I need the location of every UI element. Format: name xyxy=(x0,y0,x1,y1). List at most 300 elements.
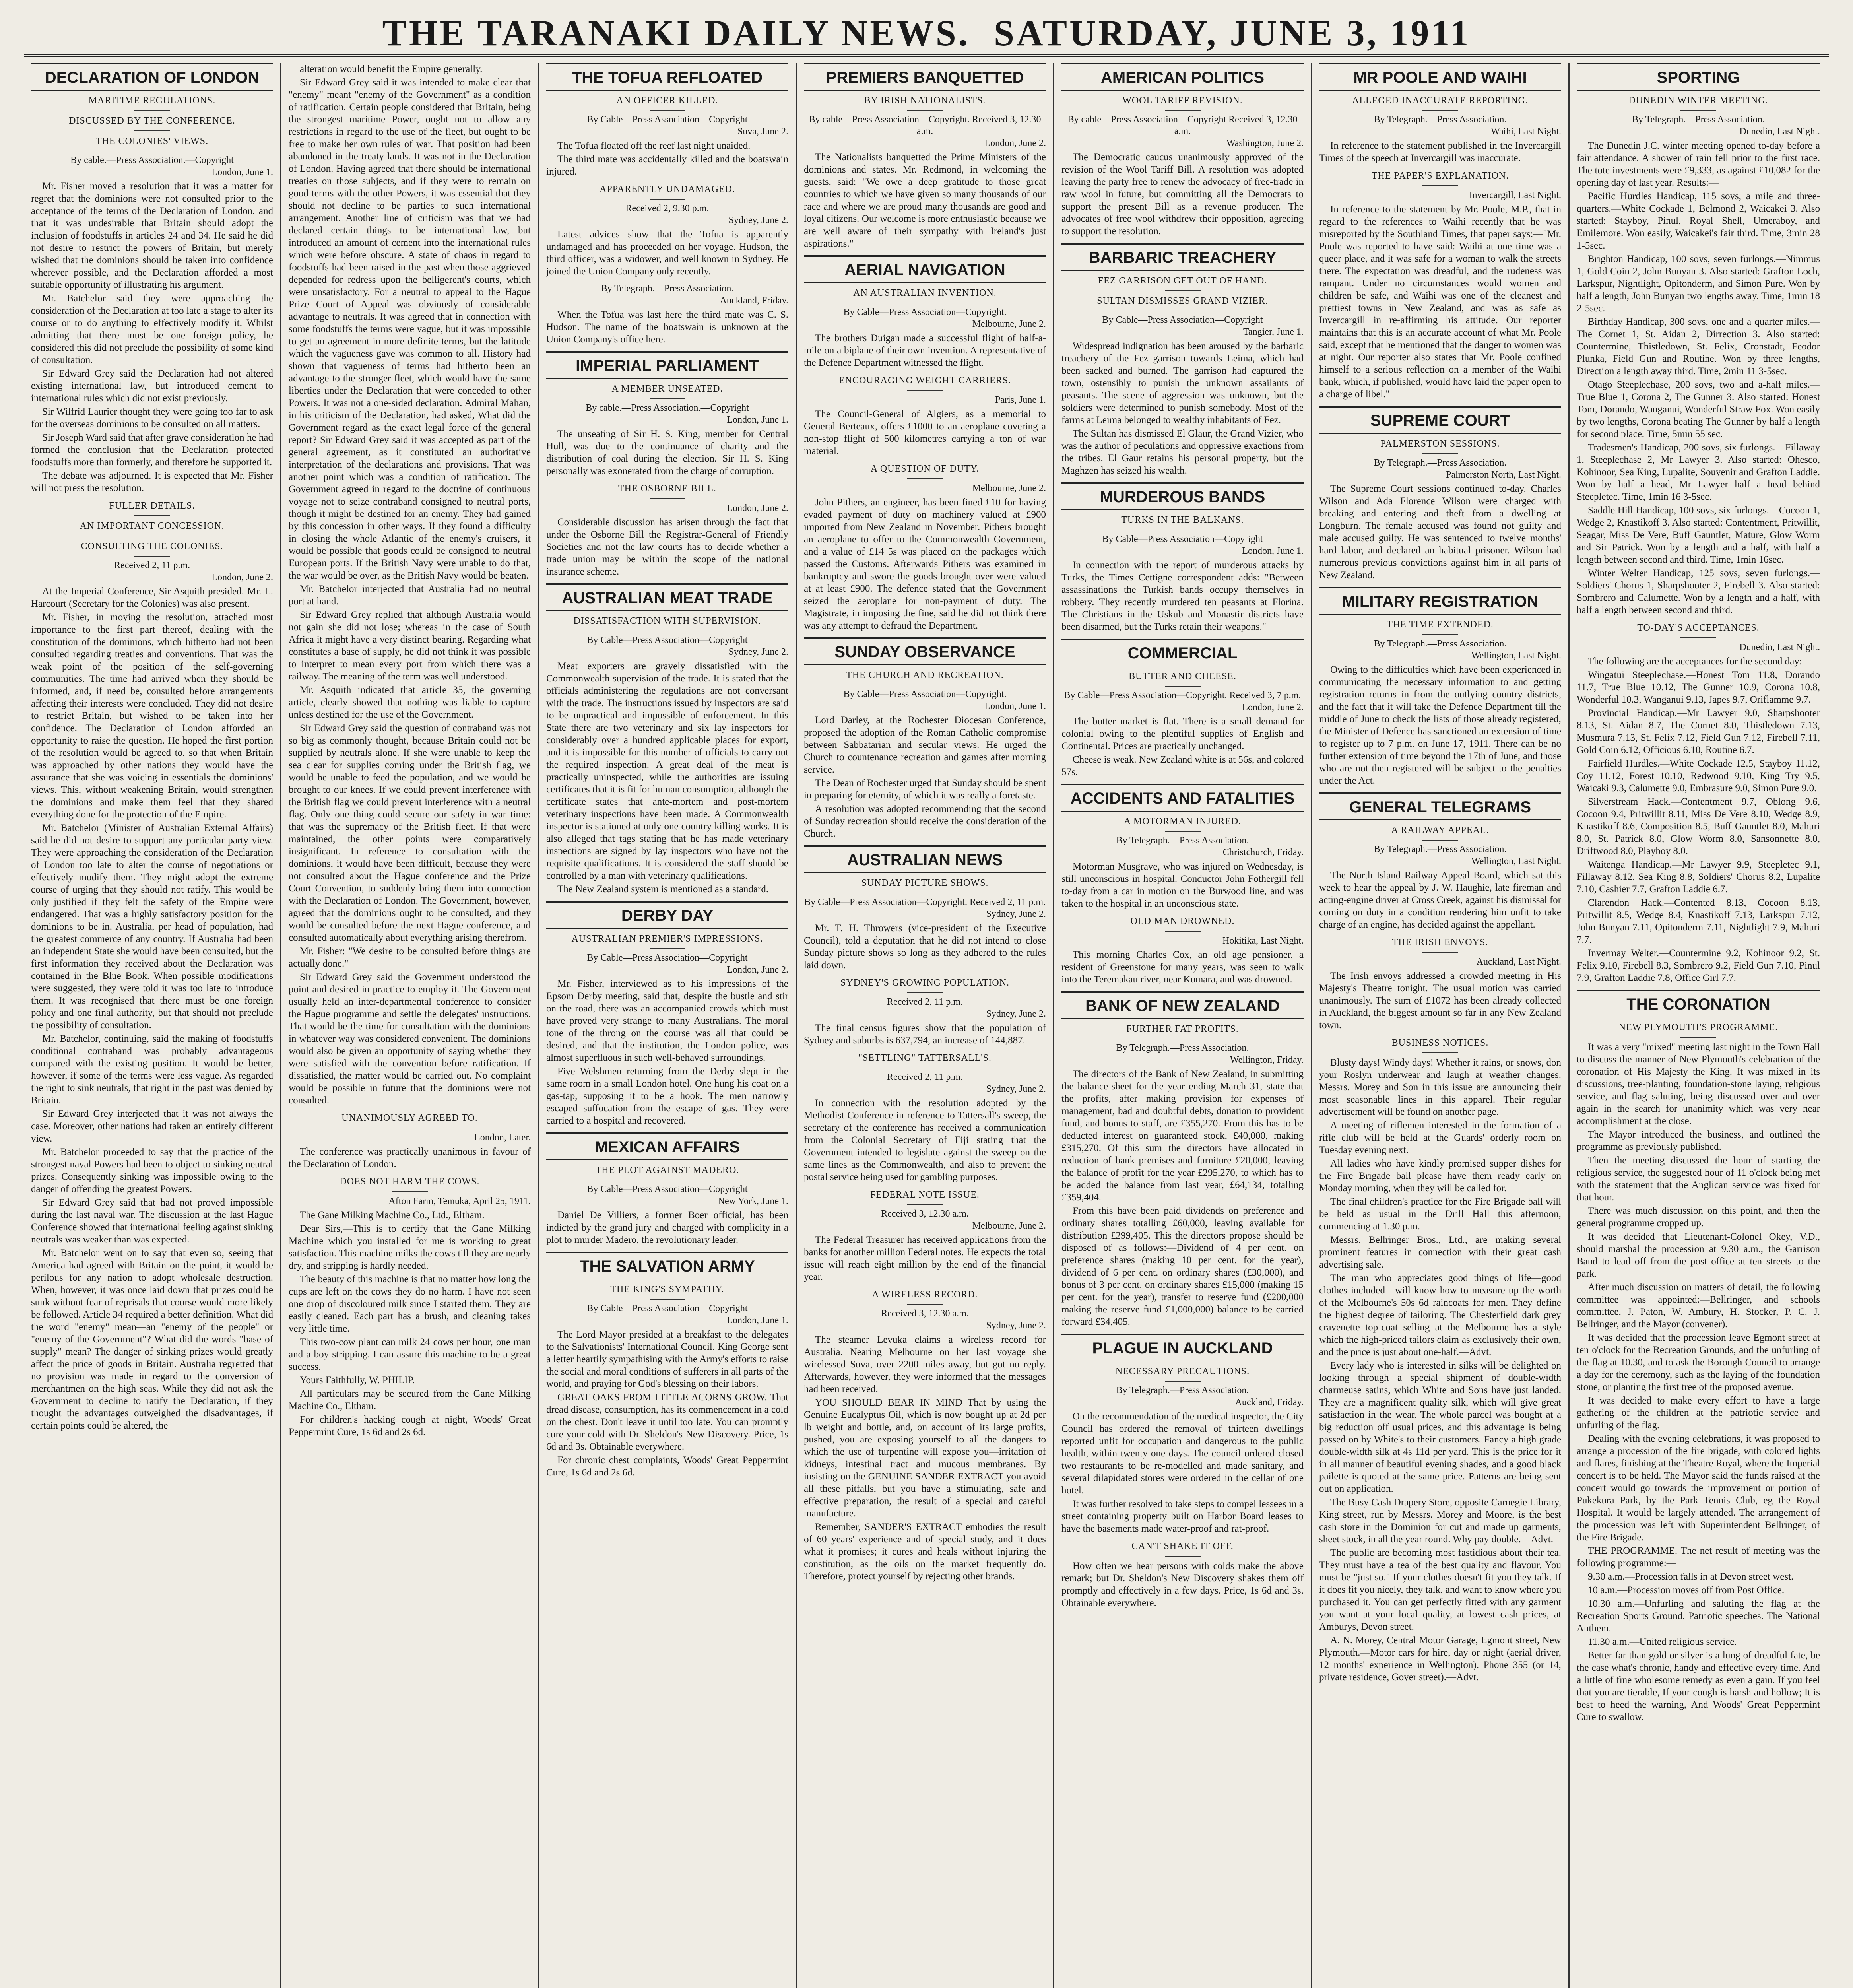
article-paragraph: Owing to the difficulties which have been experienced in communicating the necessary information to and getting registration returns in from the outlying country districts, and the fact that it will take the Defence Department till the middle of June to check the lists of those already registered, the Minister of Defence has sanctioned an extension of time to register up to 7 p.m. on June 17, 1911. There can be no further extension of time beyond the 17th of June, and those who are not then registered will be subject to the penalties under the Act. xyxy=(1319,664,1561,786)
article-subheading: FEDERAL NOTE ISSUE. xyxy=(870,1190,980,1200)
article-headline: SUNDAY OBSERVANCE xyxy=(804,637,1046,665)
article-paragraph: Provincial Handicap.—Mr Lawyer 9.0, Sharpshooter 8.13, St. Aidan 8.7, The Cornet 8.0, Thistledown 7.13, Musmura 7.13, St. Felix 7.12, Field Gun 7.12, Firebell 7.11, Gold Coin 6.12, Officious 6.10, Routine 6.7. xyxy=(1577,708,1820,755)
article-paragraph: All ladies who have kindly promised supper dishes for the Fire Brigade ball please have them ready early on Monday morning, when they will be called for. xyxy=(1319,1158,1561,1194)
masthead xyxy=(24,7,1829,57)
rule-divider xyxy=(650,498,685,499)
article-dateline: Auckland, Friday. xyxy=(1235,1397,1304,1408)
article-subheading: FEZ GARRISON GET OUT OF HAND. xyxy=(1098,276,1267,286)
article-paragraph: It was a very "mixed" meeting last night in the Town Hall to discuss the manner of New Plymouth's celebration of the coronation of His Majesty the King. It was mixed in its discussions, tree-planting, foundation-stone laying, religious service, and flag saluting, being discussed over and over again in the search for unanimity which was very near accomplishment at the close. xyxy=(1577,1042,1820,1126)
article-dateline: Christchurch, Friday. xyxy=(1222,847,1304,858)
article-paragraph: Messrs. Bellringer Bros., Ltd., are making several prominent features in connection with their great cash advertising sale. xyxy=(1319,1235,1561,1270)
article-subheading: ENCOURAGING WEIGHT CARRIERS. xyxy=(838,375,1011,386)
article-paragraph: In connection with the resolution adopted by the Methodist Conference in reference to Tattersall's sweep, the secretary of the conference has received a communication from the Colonial Secretary of Fiji stating that the Government intended to legislate against the sweep on the same lines as the Commonwealth, and also to prevent the postal service being used for gambling purposes. xyxy=(804,1098,1046,1182)
article-subheading: THE CHURCH AND RECREATION. xyxy=(846,670,1004,680)
article-paragraph: Mr. T. H. Throwers (vice-president of the Executive Council), told a deputation that he did not intend to close Sunday picture shows so long as they adhered to the rules laid down. xyxy=(804,923,1046,971)
article xyxy=(546,1252,788,1479)
article-paragraph: Sir Joseph Ward said that after grave consideration he had formed the conclusion that the Declaration protected foodstuffs more than formerly, and therefore he supported it. xyxy=(31,432,273,468)
column-6 xyxy=(1312,63,1570,1988)
article-subheading: NECESSARY PRECAUTIONS. xyxy=(1115,1366,1250,1376)
article-subheading: THE KING'S SYMPATHY. xyxy=(610,1284,724,1295)
article-headline: MILITARY REGISTRATION xyxy=(1319,587,1561,615)
article-subheading: THE PAPER'S EXPLANATION. xyxy=(1371,171,1509,181)
article-paragraph: Mr. Batchelor proceeded to say that the practice of the strongest naval Powers had been to object to sinking neutral prizes. Consequently sinking was impossible owing to the danger of offending the greatest Powers. xyxy=(31,1147,273,1194)
rule-divider xyxy=(1422,952,1458,953)
article-subheading: PALMERSTON SESSIONS. xyxy=(1380,439,1500,449)
article-credit: By Telegraph.—Press Association. xyxy=(1374,458,1507,468)
article xyxy=(546,283,788,346)
rule-divider xyxy=(1422,453,1458,454)
article-credit: By cable.—Press Association.—Copyright xyxy=(70,155,234,165)
article-dateline: Paris, June 1. xyxy=(995,395,1046,405)
article-paragraph: The Gane Milking Machine Co., Ltd., Eltham. xyxy=(300,1210,485,1221)
article-paragraph: The beauty of this machine is that no matter how long the cups are left on the cows they do no harm. I have not seen one drop of discoloured milk since I started them. They are easily cleaned. Each part has a brush, and cleaning takes very little time. xyxy=(289,1274,531,1334)
article-paragraph: At the Imperial Conference, Sir Asquith presided. Mr. L. Harcourt (Secretary for the Colonies) was also present. xyxy=(31,586,273,609)
article-subheading: SULTAN DISMISSES GRAND VIZIER. xyxy=(1097,296,1268,306)
article-subheading: A RAILWAY APPEAL. xyxy=(1391,825,1489,835)
article-paragraph: The Irish envoys addressed a crowded meeting in His Majesty's Theatre tonight. The usual motion was carried unanimously. The sum of £1072 has been already collected in Auckland, the biggest amount so far in any New Zealand town. xyxy=(1319,971,1561,1031)
article-paragraph: 11.30 a.m.—United religious service. xyxy=(1588,1637,1737,1647)
article-subheading: THE PLOT AGAINST MADERO. xyxy=(595,1165,739,1175)
article xyxy=(1319,63,1561,164)
article-paragraph: Mr. Batchelor (Minister of Australian External Affairs) said he did not desire to support any particular party view. They were approaching the consideration of the Declaration of London too late to alter the course of negotiations or effectively modify them. They might adopt the extreme course of urging that they should not ratify. This would be only justified if they felt the safety of the Empire were endangered. That was a highly satisfactory position for the dominions to be in. Australia, per head of population, had the greatest commerce of any country. If Australia had been an independent State she would have been consulted, but the first information they received about the Declaration was contained in the Blue Book. When possible modifications were suggested, they were told it was too late to introduce them. It was recognised that there must be one foreign policy and one final authority, but that should not preclude the possibility of consultation. xyxy=(31,823,273,1031)
article-subheading: BY IRISH NATIONALISTS. xyxy=(864,95,986,106)
article-headline: PREMIERS BANQUETTED xyxy=(804,63,1046,91)
article-paragraph: Considerable discussion has arisen through the fact that under the Osborne Bill the Registrar-General of Friendly Societies and not the law courts has to decide whether a trade union may be within the scope of the national insurance scheme. xyxy=(546,517,788,577)
article-paragraph: The following are the acceptances for the second day:— xyxy=(1588,656,1812,667)
article-paragraph: Mr. Asquith indicated that article 35, the governing article, clearly showed that nothing was liable to capture unless destined for the use of the Government. xyxy=(289,685,531,720)
article xyxy=(1061,482,1304,633)
article-paragraph: Cheese is weak. New Zealand white is at 56s, and colored 57s. xyxy=(1061,754,1304,777)
article-subheading: FURTHER FAT PROFITS. xyxy=(1126,1024,1239,1034)
article-paragraph: Clarendon Hack.—Contented 8.13, Cocoon 8.13, Pritwillit 8.5, Wedge 8.4, Knastikoff 7.13, Larkspur 7.12, John Bunyan 7.11, Opitonderm 7.11, Nightlight 7.9, Mahuri 7.7. xyxy=(1577,897,1820,945)
article-dateline: Hokitika, Last Night. xyxy=(1222,936,1304,946)
article-paragraph: For children's hacking cough at night, Woods' Great Peppermint Cure, 1s 6d and 2s 6d. xyxy=(289,1414,531,1437)
article-subheading: A MOTORMAN INJURED. xyxy=(1123,816,1242,827)
article-headline: DECLARATION OF LONDON xyxy=(31,63,273,91)
rule-divider xyxy=(1165,1556,1201,1557)
article-paragraph: Mr. Fisher: "We desire to be consulted before things are actually done." xyxy=(289,946,531,969)
rule-divider xyxy=(907,992,943,993)
column-4 xyxy=(797,63,1054,1988)
article-paragraph: In connection with the report of murderous attacks by Turks, the Times Cettigne correspondent adds: "Between assassinations the Turkish bands occupy themselves in robbery. They recently murdered ten peasants at Florina. The Christians in the Uskub and Monastir districts have been disarmed, but the Turks retain their weapons." xyxy=(1061,560,1304,632)
rule-divider xyxy=(907,390,943,391)
article-credit: By Telegraph.—Press Association. xyxy=(601,283,734,294)
article-dateline: London, June 2. xyxy=(211,572,273,582)
article-paragraph: Brighton Handicap, 100 sovs, seven furlongs.—Nimmus 1, Gold Coin 2, John Bunyan 3. Also started: Grafton Loch, Larkspur, Nightlight, Opitonderm, and Simon Pure. Won by half a length, John Bunyan two lengths away. Time, 1min 18 2-5sec. xyxy=(1577,254,1820,314)
article xyxy=(804,977,1046,1046)
article-paragraph: Blusty days! Windy days! Whether it rains, or snows, don your Roslyn underwear and laugh at weather changes. Messrs. Morey and Son in this issue are announcing their most seasonable lines in this apparel. Their regular advertisement will be found on another page. xyxy=(1319,1057,1561,1117)
article xyxy=(804,63,1046,250)
rule-divider xyxy=(1422,634,1458,635)
article xyxy=(804,1289,1046,1582)
article-subheading: THE IRISH ENVOYS. xyxy=(1392,937,1488,947)
article-paragraph: Sir Edward Grey said it was intended to make clear that "enemy" meant "enemy of the Government" as a condition of ratification. Certain people considered that Britain, being the strongest maritime Power, ought not to allow any restrictions in regard to the use of the fleet, but ought to be free to make her own rules of war. That position had been abandoned in the treaty lands. It was not in the Declaration of London. Having agreed that there should be international treaties on those subjects, and if they were to remain on good terms with the other Powers, it was essential that they should not decline to be parties to such international arrangement. Another line of criticism was that we had declared certain things to be international law, but introduced an amount of cement into the international rules which were before obscure. A state of chaos in regard to foodstuffs had been raised in the past when those aggrieved depended for redress upon the belligerent's courts, which were unsatisfactory. For a neutral to appeal to the Hague Prize Court of Appeal was obviously of considerable advantage to neutrals. It was agreed that in connection with some foodstuffs the terms were vague, but it was impossible to get an agreement in more definite terms, but the latitude which the vagueness gave was common to all. History had shown that vagueness of terms had hitherto been an advantage to the stronger fleet, which would have the same liberties under the Declaration that were conceded to other Powers. It was not a one-sided declaration. Admiral Mahan, in his criticism of the Declaration, had asked, What did the Government regard as the exact legal force of the general report? Sir Edward Grey said it was accepted as part of the general agreement, as it constituted an authoritative interpretation of the declarations and provisions. That was another point which was a condition of ratification. The Government agreed in regard to the doctrine of continuous voyage not to seize contraband consigned to neutral ports, though it might be destined for an enemy. They had gained by this concession in other ways. If they found a difficulty in closing the whole Atlantic of the enemy's cruisers, it would be possible that goods could be consigned to neutral European ports. If the British Navy were unable to do that, the war would be over, as the British Navy would be beaten. xyxy=(289,77,531,581)
article-subheading: AN IMPORTANT CONCESSION. xyxy=(80,521,225,531)
article-headline: ACCIDENTS AND FATALITIES xyxy=(1061,784,1304,812)
article-paragraph: The Sultan has dismissed El Glaur, the Grand Vizier, who was the author of peculations and oppressive exactions from the tribes. El Gaur retains his personal property, but the Maghzen has seized his wealth. xyxy=(1061,428,1304,476)
article-paragraph: Yours Faithfully, W. PHILIP. xyxy=(300,1375,415,1386)
article-headline: COMMERCIAL xyxy=(1061,639,1304,666)
article-subheading: A QUESTION OF DUTY. xyxy=(870,464,980,474)
article-credit: By Cable—Press Association—Copyright xyxy=(587,1184,748,1194)
columns xyxy=(24,63,1829,1988)
article-headline: SUPREME COURT xyxy=(1319,406,1561,434)
article-dateline: Tangier, June 1. xyxy=(1243,327,1304,337)
rule-divider xyxy=(1165,290,1201,291)
article-paragraph: The unseating of Sir H. S. King, member for Central Hull, was due to the continuance of charity and the distribution of coal during the election. Sir H. S. King personally was exonerated from the charge of corruption. xyxy=(546,429,788,476)
rule-divider xyxy=(1165,110,1201,111)
article xyxy=(1577,990,1820,1723)
article-credit: By cable.—Press Association.—Copyright xyxy=(586,403,749,413)
article-paragraph: The Dean of Rochester urged that Sunday should be spent in preparing for eternity, of which it was really a foretaste. xyxy=(804,778,1046,801)
article-credit: By Cable—Press Association—Copyright. xyxy=(843,307,1007,317)
rule-divider xyxy=(1422,840,1458,841)
article-paragraph: Mr. Fisher moved a resolution that it was a matter for regret that the dominions were not consulted prior to the acceptance of the terms of the Declaration of London, and that it was undesirable that Britain should adopt the inclusion of foodstuffs in articles 24 and 34. He said he did not desire to restrict the powers of Britain, but merely wished that the dominions should be taken into confidence wherever possible, and the Declaration afforded a most suitable opportunity of illustrating his argument. xyxy=(31,181,273,290)
article-paragraph: Mr. Fisher, in moving the resolution, attached most importance to the first part thereof, dealing with the constitution of the dominions, which hitherto had not been consulted regarding treaties and conventions. That was the weak point of the position of the self-governing communities. The time had arrived when they should be informed, and, if need be, consulted before arrangements affecting their interests were concluded. They did not desire to restrict Britain, but wished to be taken into her confidence. The Declaration of London afforded an opportunity to raise the question. He hoped the first portion of the resolution would be agreed to, so that when Britain was approached by other nations they would have the assurance that she was voicing in essentials the dominions' views. This, without weakening Britain, would strengthen the dominions and make them feel that they shared everything done for the protection of the Empire. xyxy=(31,612,273,820)
article-dateline: London, June 1. xyxy=(727,1315,788,1326)
article-headline: MURDEROUS BANDS xyxy=(1061,482,1304,510)
article-dateline: London, June 2. xyxy=(727,965,788,975)
article-paragraph: The Lord Mayor presided at a breakfast to the delegates to the Salvationists' International Council. King George sent a letter heartily sympathising with the Army's efforts to raise the social and moral conditions of sufferers in all parts of the world, and praying for God's blessing on their labors. xyxy=(546,1329,788,1389)
article-dateline: Wellington, Friday. xyxy=(1230,1055,1304,1065)
article-paragraph: Remember, SANDER'S EXTRACT embodies the result of 60 years' experience and of special study, and it does what it promises; it cures and heals without injuring the constitution, as the oils on the market frequently do. Therefore, protect yourself by rejecting other brands. xyxy=(804,1522,1046,1582)
article-paragraph: The third mate was accidentally killed and the boatswain injured. xyxy=(546,154,788,177)
article xyxy=(546,583,788,895)
article-dateline: Sydney, June 2. xyxy=(986,1009,1046,1019)
article-credit: Received 3, 12.30 a.m. xyxy=(881,1309,969,1319)
article-paragraph: YOU SHOULD BEAR IN MIND That by using the Genuine Eucalyptus Oil, which is now bought up at 2d per lb weight and bottle, and, on account of its large profits, pushed, you are exposing yourself to all the dangers to which the use of turpentine will expose you—irritation of kidneys, intestinal tract and mucous membranes. By insisting on the GENUINE SANDER EXTRACT you avoid all these pitfalls, but you have a stimulating, safe and effective preparation, the result of a special and careful manufacture. xyxy=(804,1397,1046,1519)
article-headline: THE SALVATION ARMY xyxy=(546,1252,788,1279)
article-paragraph: Sir Edward Grey said that had not proved impossible during the last naval war. The discussion at the last Hague Conference showed that international feeling against sinking neutrals was weaker than was expected. xyxy=(31,1197,273,1245)
column-2 xyxy=(281,63,539,1988)
article-dateline: Sydney, June 2. xyxy=(986,909,1046,919)
article-paragraph: Pacific Hurdles Handicap, 115 sovs, a mile and three-quarters.—White Cockade 1, Belmond 2, Waicakei 3. Also started: Stayboy, Pinul, Royal Shell, Umeraboy, and Emilemore. Won easily, Waicakei's fair third. Time, 3min 28 1-5sec. xyxy=(1577,191,1820,251)
article-paragraph: Dealing with the evening celebrations, it was proposed to arrange a procession of the fire brigade, with colored lights and flares, finishing at the Theatre Royal, where the Imperial concert is to be held. The Mayor said the funds raised at the concert would go towards the improvement or portion of Pukekura Park, by the Park Tennis Club, eg the Royal Hospital. It would be largely attended. The arrangement of the procession was left with Superintendent Bellringer, of the Fire Brigade. xyxy=(1577,1433,1820,1543)
article-dateline: London, June 1. xyxy=(211,167,273,177)
article xyxy=(546,183,788,278)
article-subheading: CONSULTING THE COLONIES. xyxy=(81,541,223,551)
article-dateline: Melbourne, June 2. xyxy=(972,483,1046,493)
article-headline: GENERAL TELEGRAMS xyxy=(1319,792,1561,820)
article-headline: BARBARIC TREACHERY xyxy=(1061,243,1304,271)
article-credit: By Cable—Press Association—Copyright xyxy=(1102,315,1263,325)
column-5 xyxy=(1054,63,1312,1988)
article xyxy=(1319,170,1561,400)
article-paragraph: A meeting of riflemen interested in the formation of a rifle club will be held at the Guards' orderly room on Tuesday evening next. xyxy=(1319,1120,1561,1155)
article-paragraph: It was further resolved to take steps to compel lessees in a street containing property built on Harbor Board leases to have the basements made water-proof and rat-proof. xyxy=(1061,1499,1304,1534)
article-dateline: Melbourne, June 2. xyxy=(972,1221,1046,1231)
article-subheading: BUSINESS NOTICES. xyxy=(1391,1038,1489,1048)
masthead-date: SATURDAY, JUNE 3, 1911 xyxy=(993,13,1471,53)
article-credit: By Cable—Press Association—Copyright xyxy=(1102,534,1263,544)
article xyxy=(289,1176,531,1438)
article-credit: Received 2, 11 p.m. xyxy=(887,997,963,1007)
article-headline: THE TOFUA REFLOATED xyxy=(546,63,788,91)
article-credit: By cable—Press Association—Copyright. Received 3, 12.30 a.m. xyxy=(809,115,1041,136)
rule-divider xyxy=(907,478,943,479)
article xyxy=(546,63,788,178)
article xyxy=(1319,587,1561,787)
article xyxy=(804,1052,1046,1183)
rule-divider xyxy=(1165,686,1201,687)
rule-divider xyxy=(134,110,170,111)
rule-divider xyxy=(1165,931,1201,932)
article-subheading: UNANIMOUSLY AGREED TO. xyxy=(341,1113,478,1123)
article-headline: AUSTRALIAN NEWS xyxy=(804,845,1046,873)
article-subheading: SUNDAY PICTURE SHOWS. xyxy=(861,878,989,888)
masthead-title: THE TARANAKI DAILY NEWS. xyxy=(382,13,970,53)
article-paragraph: When the Tofua was last here the third mate was C. S. Hudson. The name of the boatswain is unknown at the Union Company's office here. xyxy=(546,309,788,345)
article xyxy=(31,500,273,1432)
article-subheading: WOOL TARIFF REVISION. xyxy=(1122,95,1243,106)
article-paragraph: Widespread indignation has been aroused by the barbaric treachery of the Fez garrison towards Leima, which had been sacked and burned. The garrison had captured the town, ostensibly to punish the unknown assailants of peasants. The scene of aggression was unknown, but the soldiers were determined to punish somebody. Most of the farms at Leima belonged to wealthy inhabitants of Fez. xyxy=(1061,341,1304,425)
rule-divider xyxy=(134,515,170,516)
article-paragraph: Winter Welter Handicap, 125 sovs, seven furlongs.—Soldiers' Chorus 1, Sharpshooter 2, Firebell 3. Also started: Sombrero and Calumette. Won by a length and a half, with half a length between second and third. xyxy=(1577,568,1820,615)
article xyxy=(1319,406,1561,581)
article-paragraph: It was decided to make every effort to have a large gathering of the children at the patriotic service and unfurling of the flag. xyxy=(1577,1395,1820,1431)
rule-divider xyxy=(650,398,685,399)
article-subheading: A WIRELESS RECORD. xyxy=(872,1289,978,1300)
rule-divider xyxy=(907,110,943,111)
article-paragraph: A resolution was adopted recommending that the second of Sunday recreation should receive the consideration of the Church. xyxy=(804,804,1046,839)
article xyxy=(804,463,1046,632)
article-subheading: DISSATISFACTION WITH SUPERVISION. xyxy=(573,616,761,626)
article-paragraph: The final children's practice for the Fire Brigade ball will be held as usual in the Drill Hall this afternoon, commencing at 1.30 p.m. xyxy=(1319,1196,1561,1232)
article-dateline: Washington, June 2. xyxy=(1226,138,1304,148)
article-dateline: Afton Farm, Temuka, April 25, 1911. xyxy=(388,1196,531,1206)
article-subheading: SYDNEY'S GROWING POPULATION. xyxy=(840,978,1009,988)
article-headline: DERBY DAY xyxy=(546,901,788,929)
rule-divider xyxy=(392,1191,428,1192)
article-headline: BANK OF NEW ZEALAND xyxy=(1061,991,1304,1019)
article-paragraph: From this have been paid dividends on preference and ordinary shares totalling £60,000, leaving available for distribution £299,405. This the directors propose should be disposed of as follows:—Dividend of 4 per cent. on preference shares (making 10 per cent. for the year), dividend of 6 per cent. on ordinary shares (£30,000), and bonus of 3 per cent. on ordinary shares £15,000 (making 15 per cent. for the year), transfer to reserve fund (£200,000 making the reserve fund £1,000,000) balance to be carried forward £34,405. xyxy=(1061,1206,1304,1327)
article-credit: By Cable—Press Association—Copyright. xyxy=(843,689,1007,699)
article-headline: AUSTRALIAN MEAT TRADE xyxy=(546,583,788,611)
article xyxy=(546,351,788,477)
article-paragraph: The brothers Duigan made a successful flight of half-a-mile on a biplane of their own invention. A representative of the Defence Department witnessed the flight. xyxy=(804,333,1046,368)
article-paragraph: The man who appreciates good things of life—good clothes included—will know how to measure up the worth of the Melbourne's 50s 6d raincoats for men. They define the highest degree of tailoring. The Chesterfield dark grey cravenette top-coat selling at the Melbourne has a style which the high-priced tailors claim as exclusively their own, and the price is just about one-half.—Advt. xyxy=(1319,1273,1561,1357)
article-paragraph: Silverstream Hack.—Contentment 9.7, Oblong 9.6, Cocoon 9.4, Pritwillit 8.11, Miss De Vere 8.10, Wedge 8.9, Knastikoff 8.6, Composition 8.5, Buff Gauntlet 8.0, Mahuri 8.0, St. Patrick 8.0, Glow Worm 8.0, Sansonnette 8.0, Driftwood 8.0, Playboy 8.0. xyxy=(1577,796,1820,856)
article-dateline: London, June 2. xyxy=(1242,702,1304,712)
article-dateline: New York, June 1. xyxy=(718,1196,788,1206)
article-paragraph: Then the meeting discussed the hour of starting the religious service, the suggested hour of 11 o'clock being met with the statement that the Anglican service was fixed for that hour. xyxy=(1577,1155,1820,1203)
article-paragraph: Sir Wilfrid Laurier thought they were going too far to ask for the overseas dominions to be consulted on all matters. xyxy=(31,406,273,429)
article xyxy=(1319,1037,1561,1683)
article-credit: By Telegraph.—Press Association. xyxy=(1116,1385,1249,1396)
rule-divider xyxy=(134,130,170,131)
article-paragraph: THE PROGRAMME. The net result of meeting was the following programme:— xyxy=(1577,1545,1820,1569)
article-subheading: OLD MAN DROWNED. xyxy=(1130,916,1235,926)
article-paragraph: Five Welshmen returning from the Derby slept in the same room in a small London hotel. One hung his coat on a gas-tap, supposing it to be a hook. The men narrowly escaped suffocation from the escape of gas. They were carried to a hospital and recovered. xyxy=(546,1066,788,1126)
article-subheading: THE TIME EXTENDED. xyxy=(1387,619,1494,630)
article xyxy=(1061,1540,1304,1609)
article-paragraph: Sir Edward Grey said the Declaration had not altered existing international law, but introduced cement to international rules which did not exist previously. xyxy=(31,368,273,404)
article-credit: By cable—Press Association—Copyright Received 3, 12.30 a.m. xyxy=(1067,115,1298,136)
column-7 xyxy=(1570,63,1827,1988)
article xyxy=(804,637,1046,840)
article xyxy=(546,483,788,578)
article-paragraph: The Dunedin J.C. winter meeting opened to-day before a fair attendance. A shower of rain fell prior to the first race. The tote investments were £9,333, as against £10,082 for the opening day of last year. Results:— xyxy=(1577,140,1820,188)
article-paragraph: Mr. Batchelor said they were approaching the consideration of the Declaration at too late a stage to alter its course or to do anything to effectively modify it. Whilst admitting that there must be one foreign policy, he considered this did not preclude the possibility of some kind of consultation. xyxy=(31,293,273,365)
article-paragraph: Sir Edward Grey said the question of contraband was not so big as commonly thought, because Britain could not be supplied by neutrals alone. If she were unable to keep the sea clear for supplies coming under the British flag, we would be unable to feed the population, and we would be brought to our knees. If we could prevent interference with the British flag we could prevent interference with a neutral flag. Only one thing could secure our safety in war time: that was the supremacy of the British fleet. If that were maintained, the other points were comparatively insignificant. In reference to consultation with the dominions, it would have been difficult, because they were not consulted about the Hague conference and the Prize Court Convention, to suddenly bring them into connection with the Declaration of London. The Government, however, agreed that the dominions ought to be consulted, and they would be consulted before the next Hague conference, and consulted automatically about everything arising therefrom. xyxy=(289,723,531,943)
article-dateline: London, June 1. xyxy=(727,415,788,425)
article-paragraph: Dear Sirs,—This is to certify that the Gane Milking Machine which you installed for me is working to great satisfaction. This machine milks the cows till they are nearly dry, and stripping is hardly needed. xyxy=(289,1223,531,1271)
article-dateline: Sydney, June 2. xyxy=(986,1320,1046,1331)
article-subheading: DOES NOT HARM THE COWS. xyxy=(340,1176,480,1187)
article xyxy=(289,63,531,1107)
article-credit: Received 2, 11 p.m. xyxy=(114,560,190,571)
article-headline: IMPERIAL PARLIAMENT xyxy=(546,351,788,379)
article-paragraph: Wingatui Steeplechase.—Honest Tom 11.8, Dorando 11.7, True Blue 10.12, The Gunner 10.9, Corona 10.8, Wonderful 10.3, Wanganui 9.13, Japes 9.7, Oriflamme 9.7. xyxy=(1577,670,1820,705)
article-paragraph: Lord Darley, at the Rochester Diocesan Conference, proposed the adoption of the Roman Catholic compromise between Sabbatarian and secular views. He urged the Church to countenance recreation and games after morning service. xyxy=(804,715,1046,775)
rule-divider xyxy=(1422,1052,1458,1053)
article xyxy=(1061,639,1304,778)
rule-divider xyxy=(650,110,685,111)
column-1 xyxy=(24,63,281,1988)
article-paragraph: Tradesmen's Handicap, 200 sovs, six furlongs.—Fillaway 1, Steeplechase 2, Mr Lawyer 3. Also started: Ohesco, Kohinoor, Sea King, Lupalite, Souvenir and Grafton Laddie. Won by half a head, Mr Lawyer half a head behind Steepletec. Time, 1min 16 3-5sec. xyxy=(1577,442,1820,502)
article-headline: MEXICAN AFFAIRS xyxy=(546,1132,788,1160)
rule-divider xyxy=(650,199,685,200)
rule-divider xyxy=(1422,110,1458,111)
rule-divider xyxy=(650,1299,685,1300)
article-paragraph: John Pithers, an engineer, has been fined £10 for having evaded payment of duty on machinery valued at £900 imported from New Zealand in November. Pithers brought an aeroplane to offer to the Commonwealth Government, and a value of £14 5s was placed on the packages which passed the Customs. Afterwards Pithers was examined in bankruptcy and swore the goods brought over were valued at at least £900. The defence stated that the Government seized the aeroplane for non-payment of duty. The Magistrate, in imposing the fine, said he did not think there was any attempt to defraud the Department. xyxy=(804,497,1046,631)
article-paragraph: GREAT OAKS FROM LITTLE ACORNS GROW. That dread disease, consumption, has its commencement in a cold on the chest. Don't leave it until too late. You can promptly cure your cold with Dr. Sheldon's New Discovery. Price, 1s 6d and 3s. Obtainable everywhere. xyxy=(546,1392,788,1452)
article-credit: By Telegraph.—Press Association. xyxy=(1116,1043,1249,1053)
article-subheading: A MEMBER UNSEATED. xyxy=(611,384,723,394)
article-paragraph: The Mayor introduced the business, and outlined the programme as previously published. xyxy=(1577,1129,1820,1152)
article-paragraph: The public are becoming most fastidious about their tea. They must have a tea of the best quality and flavour. You must be "just so." If your clothes doesn't fit you they talk. If it does fit you nicely, they talk, and want to know where you purchased it. You can get perfectly fitted with any garment you want at your local quality, at lowest cash prices, at Amburys, Devon street. xyxy=(1319,1547,1561,1632)
article-dateline: Dunedin, Last Night. xyxy=(1739,126,1820,137)
article-subheading: AUSTRALIAN PREMIER'S IMPRESSIONS. xyxy=(571,934,763,944)
article-dateline: London, June 1. xyxy=(1242,546,1304,556)
rule-divider xyxy=(1165,1381,1201,1382)
article-credit: By Cable—Press Association—Copyright xyxy=(587,953,748,963)
article-paragraph: alteration would benefit the Empire generally. xyxy=(300,64,483,74)
rule-divider xyxy=(1422,185,1458,186)
article-paragraph: The Nationalists banquetted the Prime Ministers of the dominions and states. Mr. Redmond, in welcoming the guests, said: "We owe a deep gratitude to those great countries to which we have given so many thousands of our race and where we are proud many thousands are good and loyal citizens. Our welcome is more enthusiastic because we are well aware of their sympathy with Ireland's just aspirations." xyxy=(804,152,1046,249)
article-paragraph: A. N. Morey, Central Motor Garage, Egmont street, New Plymouth.—Motor cars for hire, day or night (aerial driver, 12 months' experience in Wellington). Phone 355 (or 14, private residence, Gover street).—Advt. xyxy=(1319,1635,1561,1683)
article-paragraph: Daniel De Villiers, a former Boer official, has been indicted by the grand jury and charged with complicity in a plot to murder Madero, the revolutionary leader. xyxy=(546,1210,788,1245)
article-dateline: Auckland, Last Night. xyxy=(1476,957,1561,967)
rule-divider xyxy=(134,556,170,557)
article-paragraph: Fairfield Hurdles.—White Cockade 12.5, Stayboy 11.12, Coy 11.12, Forest 10.10, Redwood 9.10, King Try 9.5, Waicaki 9.3, Calumette 9.0, Embrasure 9.0, Simon Pure 9.0. xyxy=(1577,758,1820,794)
article-paragraph: Mr. Batchelor, continuing, said the making of foodstuffs conditional contraband was probably advantageous compared with the existing position. It would be better, however, if some of the terms were less vague. As regarded the right to sink neutrals, that right in the past was denied by Britain. xyxy=(31,1033,273,1106)
article-dateline: London, June 1. xyxy=(984,701,1046,711)
article-paragraph: Sir Edward Grey said the Government understood the point and desired in practice to employ it. The Government usually held an inter-departmental conference to consider the Hague programme and settle the delegates' instructions. That would be the time for consultation with the dominions in whatever way was considered convenient. The dominions would also be given an opportunity of saying whether they were satisfied with the convention before ratification. If dissatisfied, the matter would be carried out. No complaint would be possible in future that the dominions were not consulted. xyxy=(289,972,531,1106)
article-paragraph: All particulars may be secured from the Gane Milking Machine Co., Eltham. xyxy=(289,1388,531,1411)
article-paragraph: 10.30 a.m.—Unfurling and saluting the flag at the Recreation Sports Ground. Patriotic speeches. The National Anthem. xyxy=(1577,1598,1820,1634)
article-paragraph: Birthday Handicap, 300 sovs, one and a quarter miles.—The Cornet 1, St. Aidan 2, Dirrection 3. Also started: Countermine, Thistledown, St. Felix, Cronstadt, Feodor Plunka, Field Gun and Routine. Won by three lengths, Direction a length away third. Time, 2min 11 3-5sec. xyxy=(1577,316,1820,377)
article-paragraph: The directors of the Bank of New Zealand, in submitting the balance-sheet for the year ending March 31, state that the profits, after making provision for expenses of management, bad and doubtful debts, donation to provident fund, and bonus to staff, are £355,270. From this has to be deducted interest on guaranteed stock, £40,000, making £315,270. Of this sum the directors have allocated in reduction of bank premises and furniture £20,000, leaving the balance of profit for the year £295,270, to which has to be added the balance from last year, £64,134, totalling £359,404. xyxy=(1061,1069,1304,1203)
article-paragraph: This morning Charles Cox, an old age pensioner, a resident of Greenstone for many years, was seen to walk into the Teremakau river, near Kumara, and was drowned. xyxy=(1061,949,1304,985)
article-credit: Received 3, 12.30 a.m. xyxy=(881,1209,969,1219)
article-subheading: TO-DAY'S ACCEPTANCES. xyxy=(1637,623,1760,633)
rule-divider xyxy=(907,1204,943,1205)
article-paragraph: Every lady who is interested in silks will be delighted on looking through a special shipment of double-width charmeuse satins, which White and Sons have just landed. They are a magnificent quality silk, which will give great satisfaction in the wear. The whole parcel was bought at a big reduction off usual prices, and this advantage is being passed on by White's to their customers. Fancy a high grade double-width silk at 4s 11d per yard. This is the price for it in all manner of beautiful evening shades, and a good black pailette is quoted at the same price. Patterns are being sent out on application. xyxy=(1319,1360,1561,1494)
article-paragraph: The Democratic caucus unanimously approved of the revision of the Wool Tariff Bill. A resolution was adopted leaving the party free to renew the advocacy of free-trade in raw wool in future, but committing all the Democrats to support the present Bill as a revenue producer. The advocates of free wool withdrew their opposition, agreeing to support the resolution. xyxy=(1061,152,1304,237)
article-dateline: Palmerston North, Last Night. xyxy=(1446,470,1561,480)
article-paragraph: Mr. Batchelor interjected that Australia had no neutral port at hand. xyxy=(289,584,531,607)
column-3 xyxy=(539,63,797,1988)
article-dateline: Dunedin, Last Night. xyxy=(1739,642,1820,652)
article xyxy=(1061,63,1304,237)
article-subheading: DISCUSSED BY THE CONFERENCE. xyxy=(69,116,235,126)
article-paragraph: Sir Edward Grey replied that although Australia would not gain she did not lose; whereas in the case of South Africa it might have a very distinct bearing. Regarding what constitutes a base of supply, he did not think it was possible to interpret to mean every port from which there was a railway. The meaning of the term was well understood. xyxy=(289,610,531,682)
article-dateline: London, Later. xyxy=(474,1132,531,1143)
article-paragraph: The New Zealand system is mentioned as a standard. xyxy=(557,884,769,895)
article-credit: By Telegraph.—Press Association. xyxy=(1116,835,1249,846)
article-paragraph: Saddle Hill Handicap, 100 sovs, six furlongs.—Cocoon 1, Wedge 2, Knastikoff 3. Also started: Contentment, Pritwillit, Seagar, Miss De Vere, Buff Gauntlet, Mature, Glow Worm and Sir Patrick. Won by a length and a half, with half a length between second and third. Time, 1min 16sec. xyxy=(1577,505,1820,565)
article-dateline: Wellington, Last Night. xyxy=(1471,856,1561,866)
article-credit: Received 2, 9.30 p.m. xyxy=(625,203,709,214)
article-credit: By Cable—Press Association—Copyright xyxy=(587,115,748,125)
article-paragraph: This two-cow plant can milk 24 cows per hour, one man and a boy stripping. I can assure this machine to be a great success. xyxy=(289,1337,531,1372)
article xyxy=(1319,792,1561,931)
article-paragraph: Meat exporters are gravely dissatisfied with the Commonwealth supervision of the trade. It is stated that the officials administering the regulations are not conversant with the trade. The instructions issued by inspectors are said to be unpractical and impossible of enforcement. In this State there are two veterinary and six lay inspectors for considerably over a hundred applicable places for export, and it is impossible for this number of officials to carry out the required inspection. A great deal of the meat is practically uninspected, while the authorities are issuing certificates that it is fit for human consumption, although the certificate states that ante-mortem and post-mortem veterinary inspections have been made. A Commonwealth inspector is stationed at only one country killing works. It is also alleged that tags stating that he has made veterinary inspections are signed by lay inspectors who have not the requisite qualifications. It is considered the staff should be controlled by a man with veterinary qualifications. xyxy=(546,661,788,881)
article-paragraph: Better far than gold or silver is a lung of dreadful fate, be the case what's chronic, handy and effective every time. And a little of fine wholesome remedy as even a gain. If you feel that you are tierable, If your cough is harsh and hollow; It is best to heed the warning, And Woods' Great Peppermint Cure to swallow. xyxy=(1577,1650,1820,1722)
article xyxy=(804,375,1046,457)
article-dateline: London, June 2. xyxy=(727,503,788,513)
article-headline: MR POOLE AND WAIHI xyxy=(1319,63,1561,91)
rule-divider xyxy=(650,948,685,949)
article-credit: By Telegraph.—Press Association. xyxy=(1374,639,1507,649)
article-paragraph: The Council-General of Algiers, as a memorial to General Berteaux, offers £1000 to an aeroplane covering a non-stop flight of 500 kilometres carrying a ton of war material. xyxy=(804,409,1046,456)
article-paragraph: Invermay Welter.—Countermine 9.2, Kohinoor 9.2, St. Felix 9.10, Firebell 8.3, Sombrero 9.2, Field Gun 7.10, Pinul 7.9, Grafton Laddie 7.8, Office Girl 7.7. xyxy=(1577,948,1820,983)
article-paragraph: The Busy Cash Drapery Store, opposite Carnegie Library, King street, run by Messrs. Morey and Moore, is the best cash store in the Dominion for cut and made up garments, sheet stock, in all the year round. Why pay double.—Advt. xyxy=(1319,1497,1561,1545)
article-paragraph: On the recommendation of the medical inspector, the City Council has ordered the removal of thirteen dwellings reported unfit for occupation and dangerous to the public health, within twenty-one days. The council ordered closed two restaurants to be re-modelled and made sanitary, and several dilapidated stores were ordered in the cellar of one hotel. xyxy=(1061,1411,1304,1496)
article-paragraph: Motorman Musgrave, who was injured on Wednesday, is still unconscious in hospital. Conductor John Fothergill fell to-day from a car in motion on the Burwood line, and was taken to the hospital in an unconscious state. xyxy=(1061,861,1304,909)
article-dateline: Wellington, Last Night. xyxy=(1471,650,1561,661)
article xyxy=(546,1132,788,1246)
article-subheading: DUNEDIN WINTER MEETING. xyxy=(1628,95,1768,106)
article-subheading: THE OSBORNE BILL. xyxy=(618,483,716,494)
article-paragraph: 9.30 a.m.—Procession falls in at Devon street west. xyxy=(1588,1571,1794,1582)
article xyxy=(1061,784,1304,910)
article-paragraph: 10 a.m.—Procession moves off from Post Office. xyxy=(1588,1585,1785,1596)
article-subheading: TURKS IN THE BALKANS. xyxy=(1121,515,1244,525)
article-credit: By Telegraph.—Press Association. xyxy=(1374,844,1507,854)
article xyxy=(804,1189,1046,1283)
article xyxy=(1319,936,1561,1031)
article-paragraph: It was decided that Lieutenant-Colonel Okey, V.D., should marshal the procession at 9.30 a.m., the Garrison Band to lead off from the post office at ten streets to the park. xyxy=(1577,1231,1820,1279)
article xyxy=(31,63,273,494)
article-subheading: AN OFFICER KILLED. xyxy=(616,95,718,106)
article-paragraph: Mr. Fisher, interviewed as to his impressions of the Epsom Derby meeting, said that, despite the bustle and stir on the road, there was an accompanied crowds which must have proved very strange to many Australians. The moral tone of the throng on the course was all that could be desired, and that the institution, the London police, was almost superfluous in such well-behaved surroundings. xyxy=(546,978,788,1063)
article-subheading: "SETTLING" TATTERSALL'S. xyxy=(858,1053,992,1063)
article-credit: By Cable—Press Association—Copyright xyxy=(587,1303,748,1314)
article-subheading: BUTTER AND CHEESE. xyxy=(1129,671,1236,681)
article-dateline: Auckland, Friday. xyxy=(720,295,788,306)
article-headline: THE CORONATION xyxy=(1577,990,1820,1017)
article-paragraph: The conference was practically unanimous in favour of the Declaration of London. xyxy=(289,1146,531,1169)
article-paragraph: There was much discussion on this point, and then the general programme cropped up. xyxy=(1577,1206,1820,1229)
article-paragraph: The butter market is flat. There is a small demand for colonial owing to the plentiful supplies of English and Continental. Prices are practically unchanged. xyxy=(1061,716,1304,751)
article-subheading: ALLEGED INACCURATE REPORTING. xyxy=(1352,95,1528,106)
article-paragraph: For chronic chest complaints, Woods' Great Peppermint Cure, 1s 6d and 2s 6d. xyxy=(546,1455,788,1478)
article-paragraph: The Supreme Court sessions continued to-day. Charles Wilson and Ada Florence Wilson were charged with breaking and entering and theft from a dwelling at Longburn. The female accused was found not guilty and male accused guilty. He was sentenced to twelve months' hard labor, and declared an habitual prisoner. Wilson had numerous previous convictions against him in all parts of New Zealand. xyxy=(1319,483,1561,580)
article-dateline: Suva, June 2. xyxy=(737,126,788,137)
article-paragraph: In reference to the statement published in the Invercargill Times of the speech at Invercargill was inaccurate. xyxy=(1319,140,1561,163)
article-headline: SPORTING xyxy=(1577,63,1820,91)
article xyxy=(804,255,1046,369)
rule-divider xyxy=(907,1304,943,1305)
article-paragraph: The steamer Levuka claims a wireless record for Australia. Nearing Melbourne on her last voyage she wirelessed Suva, over 2200 miles away, but got no reply. Afterwards, however, they were informed that the messages had been received. xyxy=(804,1334,1046,1394)
article-subheading: AN AUSTRALIAN INVENTION. xyxy=(853,288,997,298)
article-dateline: Sydney, June 2. xyxy=(728,647,788,657)
article xyxy=(289,1112,531,1170)
article xyxy=(546,901,788,1127)
article xyxy=(1577,63,1820,616)
